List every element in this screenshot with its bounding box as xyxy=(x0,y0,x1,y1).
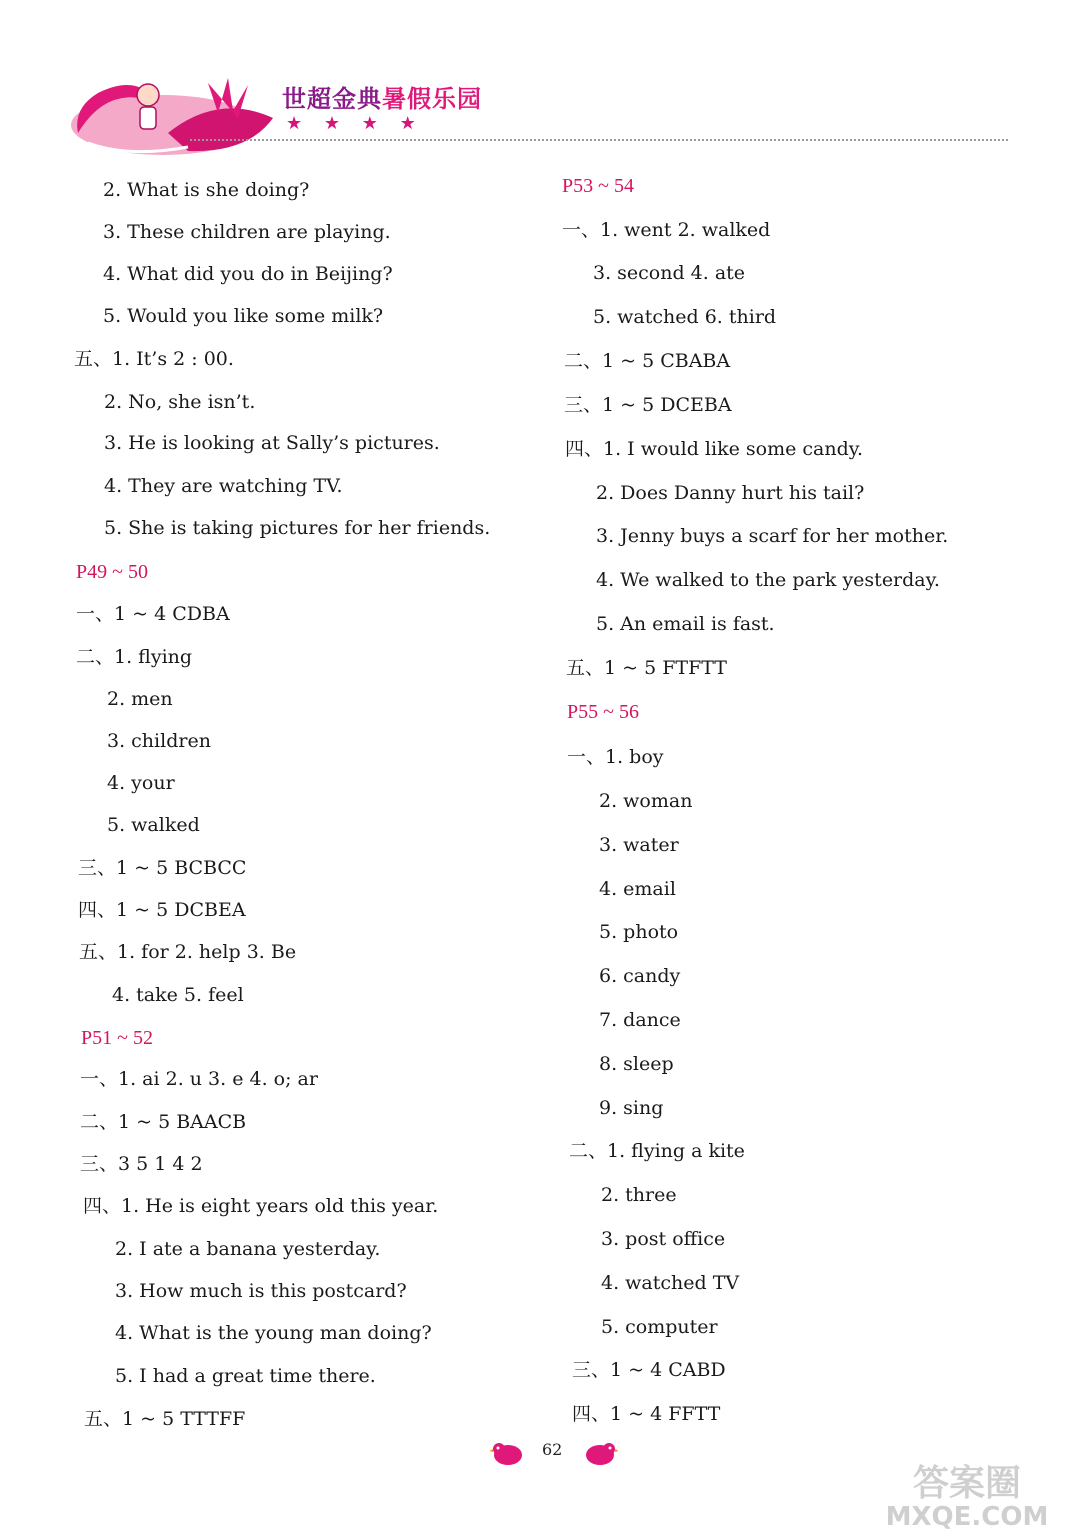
answer-line: 三、1 ~ 5 DCEBA xyxy=(564,394,732,416)
answer-line: 9. sing xyxy=(599,1097,664,1119)
answer-line: 三、1 ~ 4 CABD xyxy=(572,1359,726,1381)
answer-line: 四、1 ~ 4 FFTT xyxy=(572,1403,721,1425)
answer-line: 2. Does Danny hurt his tail? xyxy=(596,482,865,504)
answer-line: 5. I had a great time there. xyxy=(115,1365,376,1387)
page-number: 62 xyxy=(542,1440,563,1459)
answer-line: 4. take 5. feel xyxy=(112,984,244,1006)
answer-line: 3. water xyxy=(599,834,679,856)
summer-logo-illustration xyxy=(68,63,278,158)
stars-decoration: ★ ★ ★ ★ xyxy=(286,113,424,134)
header-dotted-divider xyxy=(190,139,1008,141)
answer-line: 4. They are watching TV. xyxy=(104,475,343,497)
answer-line: 五、1 ~ 5 TTTFF xyxy=(84,1408,246,1430)
answer-line: 3. post office xyxy=(601,1228,726,1250)
answer-line: 5. Would you like some milk? xyxy=(103,305,384,327)
answer-line: 四、1. He is eight years old this year. xyxy=(83,1195,439,1217)
answer-line: 五、1. for 2. help 3. Be xyxy=(79,941,297,963)
answer-line: 五、1 ~ 5 FTFTT xyxy=(566,657,727,679)
answer-line: 3. children xyxy=(107,730,211,752)
answer-line: 一、1. went 2. walked xyxy=(562,219,771,241)
answer-line: 一、1 ~ 4 CDBA xyxy=(76,603,230,625)
answer-line: 4. What did you do in Beijing? xyxy=(103,263,393,285)
watermark-top-text: 答案圈 xyxy=(912,1463,1022,1504)
answer-line: 6. candy xyxy=(599,965,681,987)
answer-line: 5. She is taking pictures for her friends. xyxy=(104,517,491,539)
answer-line: 2. three xyxy=(601,1184,677,1206)
brand-title: 世超金典暑假乐园 xyxy=(282,85,482,113)
answer-line: 二、1. flying a kite xyxy=(569,1140,745,1162)
answer-line: 5. walked xyxy=(107,814,200,836)
watermark-bottom-text: MXQE.COM xyxy=(885,1502,1049,1530)
bird-left-icon xyxy=(490,1440,524,1466)
section-wu-head: 五、1. It’s 2 : 00. xyxy=(74,348,234,370)
answer-line: 一、1. boy xyxy=(567,746,664,768)
answer-line: 四、1. I would like some candy. xyxy=(565,438,863,460)
answer-line: 2. men xyxy=(107,688,173,710)
answer-line: 4. your xyxy=(107,772,175,794)
page-range-heading: P49 ~ 50 xyxy=(76,561,148,583)
answer-line: 三、1 ~ 5 BCBCC xyxy=(78,857,247,879)
answer-line: 3. How much is this postcard? xyxy=(115,1280,407,1302)
answer-line: 8. sleep xyxy=(599,1053,674,1075)
answer-line: 7. dance xyxy=(599,1009,681,1031)
page-header xyxy=(60,55,1020,165)
answer-line: 5. An email is fast. xyxy=(596,613,775,635)
answer-line: 2. woman xyxy=(599,790,693,812)
page-range-heading: P55 ~ 56 xyxy=(567,701,639,723)
page-range-heading: P53 ~ 54 xyxy=(562,175,634,197)
answer-line: 二、1. flying xyxy=(76,646,193,668)
answer-line: 4. watched TV xyxy=(601,1272,740,1294)
page-range-heading: P51 ~ 52 xyxy=(81,1027,153,1049)
watermark-logo xyxy=(880,1455,1055,1530)
answer-line: 2. What is she doing? xyxy=(103,179,310,201)
answer-line: 四、1 ~ 5 DCBEA xyxy=(78,899,246,921)
answer-line: 3. He is looking at Sally’s pictures. xyxy=(104,432,440,454)
answer-line: 4. email xyxy=(599,878,676,900)
answer-line: 3. second 4. ate xyxy=(593,262,746,284)
answer-line: 二、1 ~ 5 BAACB xyxy=(80,1111,247,1133)
answer-line: 3. Jenny buys a scarf for her mother. xyxy=(596,525,949,547)
answer-line: 三、3 5 1 4 2 xyxy=(80,1153,203,1175)
answer-line: 5. computer xyxy=(601,1316,718,1338)
answer-line: 5. photo xyxy=(599,921,679,943)
answer-line: 2. I ate a banana yesterday. xyxy=(115,1238,381,1260)
answer-line: 4. We walked to the park yesterday. xyxy=(596,569,940,591)
bird-right-icon xyxy=(584,1440,618,1466)
answer-line: 5. watched 6. third xyxy=(593,306,777,328)
answer-line: 4. What is the young man doing? xyxy=(115,1322,432,1344)
answer-line: 一、1. ai 2. u 3. e 4. o; ar xyxy=(80,1068,318,1090)
answer-line: 2. No, she isn’t. xyxy=(104,391,256,413)
answer-line: 3. These children are playing. xyxy=(103,221,391,243)
answer-line: 二、1 ~ 5 CBABA xyxy=(564,350,731,372)
